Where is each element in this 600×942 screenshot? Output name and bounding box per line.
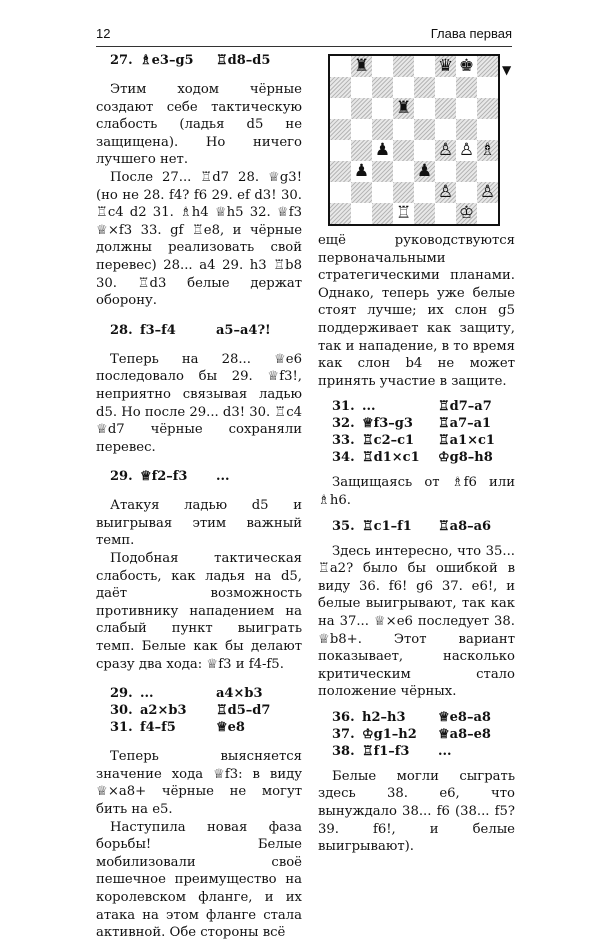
- board-square: [351, 203, 372, 224]
- black-move: ♖a7–a1: [438, 416, 492, 432]
- board-square: [456, 161, 477, 182]
- move-number: 33.: [332, 433, 355, 449]
- paragraph: Белые могли сыграть здесь 38. e6, что вынуждало 38... f6 (38... f5? 39. f6!, и белые выигрывают).: [318, 768, 515, 855]
- board-square: [414, 56, 435, 77]
- black-move: ♖d7–a7: [438, 399, 492, 415]
- board-piece: ♖: [393, 203, 414, 224]
- board-square: [414, 119, 435, 140]
- move-line: [318, 415, 515, 432]
- white-move: a2×b3: [140, 703, 187, 719]
- white-move: ♗e3–g5: [140, 53, 194, 68]
- board-square: [351, 98, 372, 119]
- board-square: [456, 182, 477, 203]
- board-square: [477, 98, 498, 119]
- board-square: [330, 77, 351, 98]
- move-35: [318, 518, 515, 535]
- board-square: [393, 161, 414, 182]
- board-square: [330, 119, 351, 140]
- board-square: [414, 182, 435, 203]
- board-piece: ♙: [456, 140, 477, 161]
- paragraph: Наступила новая фаза борьбы! Белые мобилизовали своё пешечное преимущество на королевском фланге, и их атака на этом фланге стала активной. Обе стороны всё: [96, 819, 302, 941]
- move-number: 37.: [332, 726, 355, 742]
- move-line: [96, 685, 302, 702]
- move-number: 30.: [110, 703, 133, 719]
- board-piece: ♜: [351, 56, 372, 77]
- move-line: [96, 702, 302, 719]
- board-square: [372, 119, 393, 140]
- paragraph: Атакуя ладью d5 и выигрывая этим важный темп.: [96, 498, 302, 549]
- board-square: [393, 182, 414, 203]
- page-number: 12: [96, 26, 111, 41]
- board-square: [393, 140, 414, 161]
- black-move: ♕e8–a8: [438, 709, 491, 725]
- paragraph: Защищаясь от ♗f6 или ♗h6.: [318, 475, 515, 508]
- paragraph: Подобная тактическая слабость, как ладья на d5, даёт возможность противнику нападением на слабый пункт выиграть темп. Белые как бы делают сразу два хода: ♕f3 и f4-f5.: [96, 551, 302, 672]
- board-square: [435, 77, 456, 98]
- black-move: ♖a1×c1: [438, 433, 495, 449]
- move-number: 38.: [332, 743, 355, 759]
- white-move: ♖f1–f3: [362, 743, 410, 759]
- chess-board: [328, 54, 500, 226]
- black-move: a5–a4?!: [216, 322, 271, 338]
- board-square: [435, 119, 456, 140]
- board-square: [372, 77, 393, 98]
- board-square: [477, 77, 498, 98]
- move-number: 27.: [110, 53, 133, 68]
- board-square: [477, 161, 498, 182]
- move-number: 32.: [332, 416, 355, 432]
- white-move: ♕f3–g3: [362, 416, 413, 432]
- black-move: ...: [216, 469, 230, 485]
- move-line: [318, 432, 515, 449]
- white-move: ♕f2–f3: [140, 469, 188, 485]
- white-move: ...: [362, 399, 376, 415]
- board-piece: ♟: [351, 161, 372, 182]
- chapter-title: Глава первая: [430, 26, 512, 41]
- white-move: ♖d1×c1: [362, 450, 420, 466]
- board-square: [414, 140, 435, 161]
- board-square: [456, 77, 477, 98]
- move-number: 29.: [110, 686, 133, 702]
- board-square: [372, 98, 393, 119]
- white-move: f3–f4: [140, 322, 176, 338]
- move-line: [318, 743, 515, 760]
- board-piece: ♙: [477, 182, 498, 203]
- black-move: ♖d5–d7: [216, 703, 271, 719]
- board-piece: ♙: [435, 140, 456, 161]
- move-number: 34.: [332, 450, 355, 466]
- board-square: [351, 119, 372, 140]
- white-move: ♔g1–h2: [362, 726, 417, 742]
- board-square: [330, 98, 351, 119]
- move-line: [318, 398, 515, 415]
- white-move: f4–f5: [140, 720, 176, 736]
- board-square: [456, 119, 477, 140]
- board-piece: ♚: [456, 56, 477, 77]
- black-move: ♔g8–h8: [438, 450, 493, 466]
- move-number: 35.: [332, 518, 355, 534]
- board-square: [435, 203, 456, 224]
- board-square: [435, 161, 456, 182]
- black-move: ♕a8–e8: [438, 726, 491, 742]
- black-move: ♕e8: [216, 720, 245, 736]
- board-square: [372, 203, 393, 224]
- black-move: ♖d8–d5: [216, 53, 271, 68]
- board-square: [351, 182, 372, 203]
- move-number: 28.: [110, 322, 133, 338]
- board-square: [351, 77, 372, 98]
- board-square: [414, 203, 435, 224]
- move-number: 29.: [110, 469, 133, 485]
- board-piece: ♜: [393, 98, 414, 119]
- black-move: a4×b3: [216, 686, 263, 702]
- board-square: [477, 56, 498, 77]
- board-piece: ♗: [477, 140, 498, 161]
- paragraph: Здесь интересно, что 35... ♖a2? было бы ошибкой в виду 36. f6! g6 37. e6!, и белые выигрывают, так как на 37... ♕×e6 последует 38. ♕b8+. Этот вариант показывает, насколько критическим стало положение чёрных.: [318, 543, 515, 700]
- black-move: ...: [438, 743, 452, 759]
- board-square: [330, 182, 351, 203]
- board-square: [330, 140, 351, 161]
- board-square: [393, 56, 414, 77]
- board-piece: ♔: [456, 203, 477, 224]
- move-number: 36.: [332, 709, 355, 725]
- move-number: 31.: [332, 399, 355, 415]
- paragraph: Теперь на 28... ♕e6 последовало бы 29. ♕f3!, неприятно связывая ладью d5. Но после 29... d3! 30. ♖c4 ♕d7 чёрные сохраняли перевес.: [96, 351, 302, 455]
- board-square: [393, 119, 414, 140]
- move-line: [318, 709, 515, 726]
- board-square: [477, 119, 498, 140]
- board-square: [414, 98, 435, 119]
- board-piece: ♟: [372, 140, 393, 161]
- paragraph: Этим ходом чёрные создают себе тактическую слабость (ладья d5 не защищена). Но ничего лучшего нет.: [96, 82, 302, 168]
- board-piece: ♟: [414, 161, 435, 182]
- page-header: [96, 26, 512, 47]
- chess-diagram: [318, 52, 518, 232]
- black-to-move-marker: ▼: [502, 63, 512, 77]
- board-square: [456, 98, 477, 119]
- board-square: [330, 203, 351, 224]
- move-line: [318, 726, 515, 743]
- board-square: [414, 77, 435, 98]
- board-square: [372, 182, 393, 203]
- white-move: h2–h3: [362, 709, 406, 725]
- board-square: [330, 56, 351, 77]
- left-column: [96, 52, 302, 942]
- board-square: [393, 77, 414, 98]
- paragraph: ещё руководствуются первоначальными стратегическими планами. Однако, теперь уже белые стоят лучше; их слон g5 поддерживает как защиту, так и нападение, в то время как слон b4 не может принять участие в защите.: [318, 233, 515, 389]
- move-27: [96, 52, 302, 69]
- board-square: [372, 56, 393, 77]
- board-piece: ♙: [435, 182, 456, 203]
- paragraph: Теперь выясняется значение хода ♕f3: в виду ♕×a8+ чёрные не могут бить на e5.: [96, 749, 302, 817]
- board-square: [330, 161, 351, 182]
- white-move: ♖c2–c1: [362, 433, 415, 449]
- move-28: [96, 322, 302, 339]
- white-move: ♖c1–f1: [362, 518, 412, 534]
- board-square: [372, 161, 393, 182]
- board-square: [435, 98, 456, 119]
- black-move: ♖a8–a6: [438, 518, 492, 534]
- board-square: [351, 140, 372, 161]
- board-piece: ♛: [435, 56, 456, 77]
- move-number: 31.: [110, 720, 133, 736]
- move-29: [96, 468, 302, 485]
- paragraph: После 27... ♖d7 28. ♕g3! (но не 28. f4? f6 29. ef d3! 30. ♖c4 d2 31. ♗h4 ♕h5 32. ♕f3 ♕×f3 33. gf ♖e8, и чёрные должны реализовать свой перевес) 28... a4 29. h3 ♖b8 30. ♖d3 белые держат оборону.: [96, 169, 302, 309]
- white-move: ...: [140, 686, 154, 702]
- right-column: [318, 52, 515, 856]
- move-line: [96, 719, 302, 736]
- board-square: [477, 203, 498, 224]
- move-line: [318, 449, 515, 466]
